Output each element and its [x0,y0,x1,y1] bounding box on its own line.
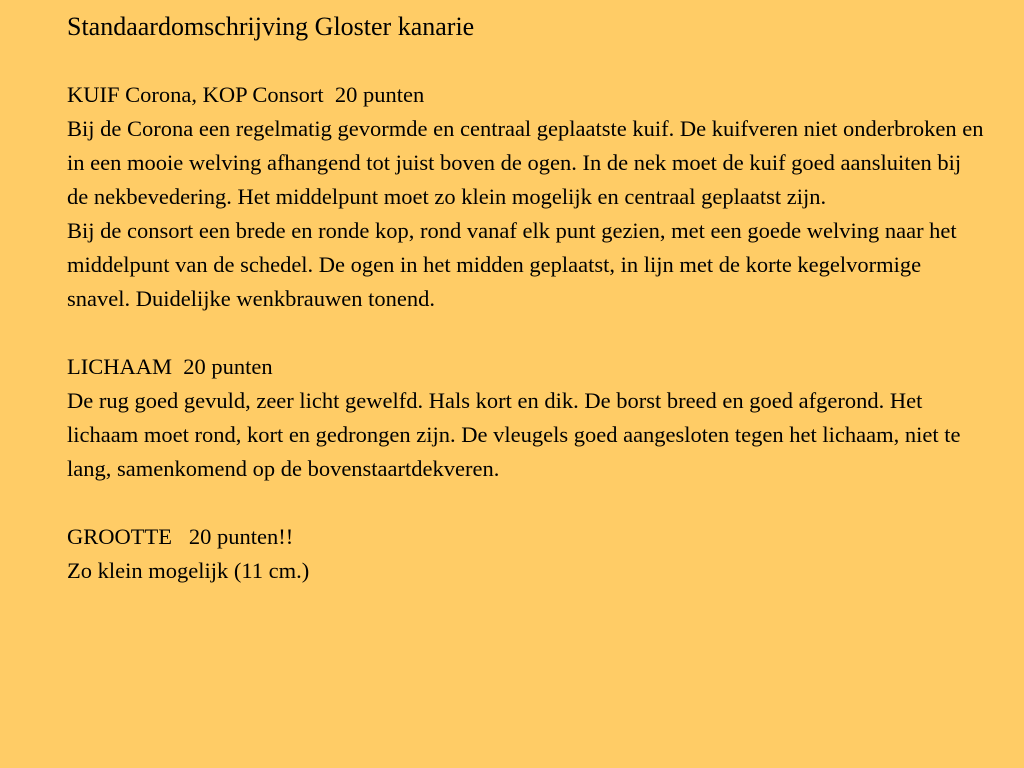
section-heading: KUIF Corona, KOP Consort 20 punten [67,82,425,107]
section-heading: GROOTTE 20 punten!! [67,524,294,549]
section-kuif-kop [67,78,984,316]
section-paragraph: Zo klein mogelijk (11 cm.) [67,558,310,583]
section-lichaam [67,350,984,486]
section-paragraph: Bij de consort een brede en ronde kop, rond vanaf elk punt gezien, met een goede welving naar het middelpunt van de schedel. De ogen in het midden geplaatst, in lijn met de korte kegelvormige snavel. Duidelijke wenkbrauwen tonend. [67,218,957,311]
section-heading: LICHAAM 20 punten [67,354,273,379]
section-grootte [67,520,984,588]
section-paragraph: De rug goed gevuld, zeer licht gewelfd. Hals kort en dik. De borst breed en goed afgerond. Het lichaam moet rond, kort en gedrongen zijn. De vleugels goed aangesloten tegen het lichaam, niet te lang, samenkomend op de bovenstaartdekveren. [67,388,961,481]
slide-title: Standaardomschrijving Gloster kanarie [67,12,475,41]
section-paragraph: Bij de Corona een regelmatig gevormde en centraal geplaatste kuif. De kuifveren niet onderbroken en in een mooie welving afhangend tot juist boven de ogen. In de nek moet de kuif goed aansluiten bij de nekbevedering. Het middelpunt moet zo klein mogelijk en centraal geplaatst zijn. [67,116,984,209]
